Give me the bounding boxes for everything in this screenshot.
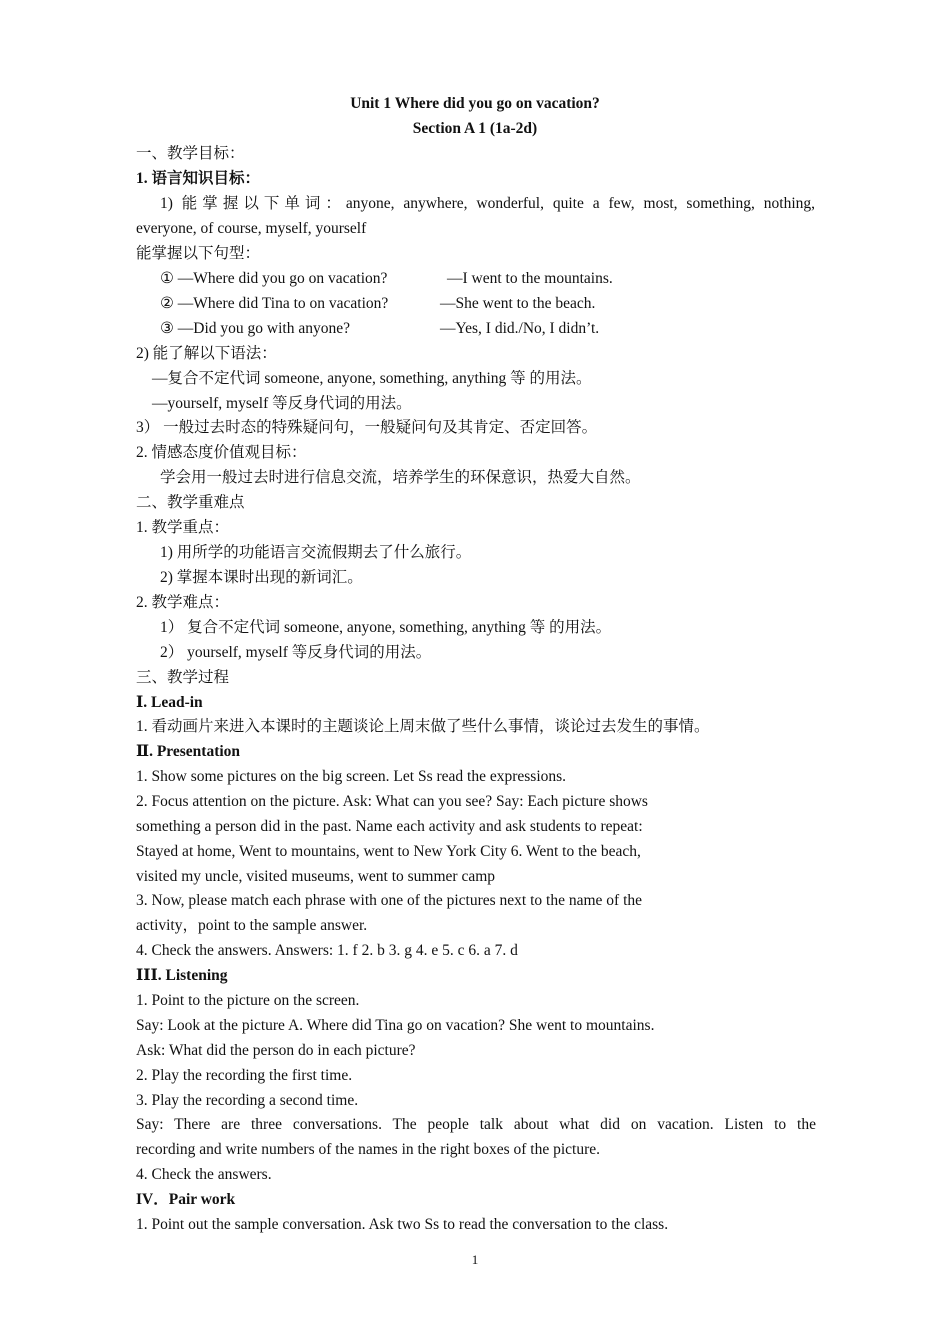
pairwork-item-1: 1. Point out the sample conversation. Ask two Ss to read the conversation to the class. <box>136 1216 669 1233</box>
presentation-item-2c: Stayed at home, Went to mountains, went to New York City 6. Went to the beach, <box>136 843 641 860</box>
listening-item-6a: Say: There are three conversations. The people talk about what did on vacation. Listen to the <box>136 1116 816 1133</box>
presentation-item-3b: activity，point to the sample answer. <box>136 917 368 934</box>
presentation-item-3a: 3. Now, please match each phrase with one of the pictures next to the name of the <box>136 892 643 909</box>
doc-title: Unit 1 Where did you go on vacation? <box>350 95 600 112</box>
key-points-2a: 1） 复合不定代词 someone, anyone, something, anything 等 的用法。 <box>160 619 612 636</box>
listening-item-2: Say: Look at the picture A. Where did Tina go on vacation? She went to mountains. <box>136 1017 655 1034</box>
key-points-1a: 1) 用所学的功能语言交流假期去了什么旅行。 <box>160 544 472 561</box>
objectives-heading: 一、教学目标： <box>136 145 245 162</box>
grammar-item-3: 3） 一般过去时态的特殊疑问句，一般疑问句及其肯定、否定回答。 <box>136 419 598 436</box>
sentence-3-answer: —Yes, I did./No, I didn’t. <box>440 320 600 337</box>
presentation-heading: Ⅱ. Presentation <box>136 743 241 760</box>
presentation-item-2d: visited my uncle, visited museums, went to summer camp <box>136 868 496 885</box>
grammar-item-2: —yourself, myself 等反身代词的用法。 <box>152 395 412 412</box>
listening-item-5: 3. Play the recording a second time. <box>136 1092 359 1109</box>
grammar-item-1: —复合不定代词 someone, anyone, something, anything 等 的用法。 <box>152 370 592 387</box>
listening-item-3: Ask: What did the person do in each picture? <box>136 1042 416 1059</box>
sentence-1-question: ① —Where did you go on vacation? <box>160 270 388 287</box>
listening-item-1: 1. Point to the picture on the screen. <box>136 992 360 1009</box>
language-goal-heading: 1. 语言知识目标： <box>136 170 261 187</box>
presentation-item-1: 1. Show some pictures on the big screen. Let Ss read the expressions. <box>136 768 567 785</box>
leadin-heading: Ⅰ. Lead-in <box>136 694 203 711</box>
key-points-2b: 2） yourself, myself 等反身代词的用法。 <box>160 644 432 661</box>
grammar-heading: 2) 能了解以下语法： <box>136 345 277 362</box>
sentence-3-question: ③ —Did you go with anyone? <box>160 320 350 337</box>
emotion-text: 学会用一般过去时进行信息交流，培养学生的环保意识，热爱大自然。 <box>160 469 641 486</box>
listening-heading: ⅠⅠⅠ. Listening <box>136 967 228 984</box>
key-points-1: 1. 教学重点： <box>136 519 230 536</box>
process-heading: 三、教学过程 <box>136 669 230 686</box>
sentence-2-answer: —She went to the beach. <box>440 295 596 312</box>
key-points-1b: 2) 掌握本课时出现的新词汇。 <box>160 569 363 586</box>
presentation-item-4: 4. Check the answers. Answers: 1. f 2. b 3. g 4. e 5. c 6. a 7. d <box>136 942 518 959</box>
leadin-item-1: 1. 看动画片来进入本课时的主题谈论上周末做了些什么事情，谈论过去发生的事情。 <box>136 718 710 735</box>
doc-subtitle: Section A 1 (1a-2d) <box>412 120 538 137</box>
key-points-2: 2. 教学难点： <box>136 594 230 611</box>
page-number: 1 <box>471 1252 479 1267</box>
presentation-item-2b: something a person did in the past. Name each activity and ask students to repeat: <box>136 818 643 835</box>
listening-item-7: 4. Check the answers. <box>136 1166 272 1183</box>
vocab-line-2: everyone, of course, myself, yourself <box>136 220 367 237</box>
presentation-item-2a: 2. Focus attention on the picture. Ask: What can you see? Say: Each picture shows <box>136 793 648 810</box>
sentence-1-answer: —I went to the mountains. <box>447 270 613 287</box>
vocab-line-1: 1) 能掌握以下单词：anyone, anywhere, wonderful, quite a few, most, something, nothing, <box>160 195 815 212</box>
emotion-heading: 2. 情感态度价值观目标： <box>136 444 307 461</box>
key-points-heading: 二、教学重难点 <box>136 494 245 511</box>
listening-item-6b: recording and write numbers of the names in the right boxes of the picture. <box>136 1141 601 1158</box>
listening-item-4: 2. Play the recording the first time. <box>136 1067 353 1084</box>
pairwork-heading: IV．Pair work <box>136 1191 236 1208</box>
sentence-heading: 能掌握以下句型： <box>136 245 261 262</box>
sentence-2-question: ② —Where did Tina to on vacation? <box>160 295 389 312</box>
